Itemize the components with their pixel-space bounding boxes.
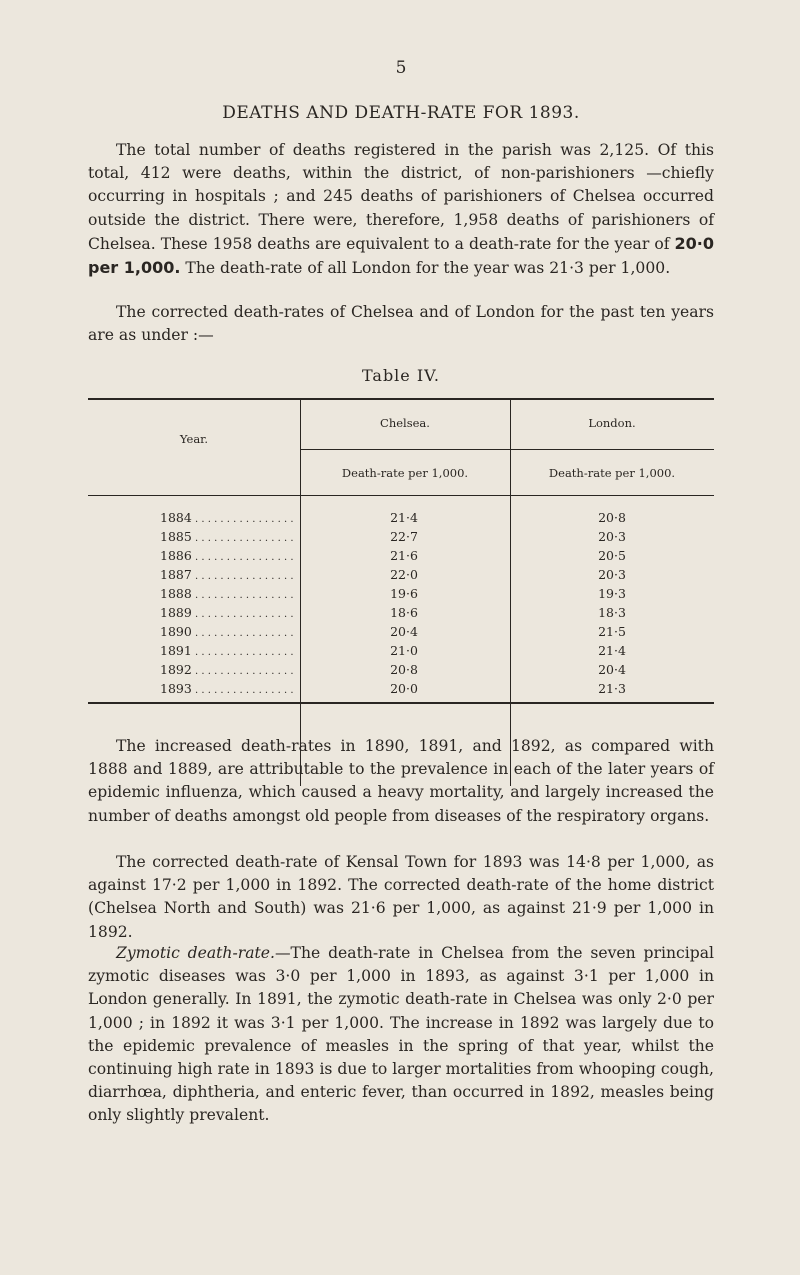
paragraph-table-intro: The corrected death-rates of Chelsea and of London for the past ten years are as under :—	[88, 303, 714, 345]
header-bottom-rule	[88, 495, 714, 496]
year-cell: 1888 . . .	[160, 586, 296, 601]
london-cell: 19·3	[598, 586, 626, 601]
london-cell: 21·5	[598, 624, 626, 639]
chelsea-cell: 21·6	[390, 548, 418, 563]
london-cell: 20·8	[598, 510, 626, 525]
chelsea-cell: 20·4	[390, 624, 418, 639]
section-heading: DEATHS AND DEATH-RATE FOR 1893.	[222, 103, 580, 123]
zymotic-lead: Zymotic death-rate.	[116, 944, 275, 962]
table-row	[88, 548, 714, 567]
london-cell: 21·4	[598, 643, 626, 658]
year-cell: 1885 . . .	[160, 529, 296, 544]
para1-text-before: The total number of deaths registered in the parish was 2,125. Of this total, 412 were deaths, within the district, of non-parishioners —chiefly occurring in hospitals ; and 245 deaths of parishioners of Chelsea occurred outside the district. There were, therefore, 1,958 deaths of parishioners of Chelsea. These 1958 deaths are equivalent to a death-rate for the year of	[88, 141, 714, 253]
table-row	[88, 605, 714, 624]
table-row	[88, 567, 714, 586]
death-rate-table	[88, 398, 714, 580]
death-rate-figure: 20·0 per 1,000.	[88, 233, 714, 278]
header-chelsea: Chelsea.	[380, 416, 430, 430]
table-bottom-rule	[88, 702, 714, 704]
london-cell: 20·3	[598, 567, 626, 582]
year-cell: 1887 . . .	[160, 567, 296, 582]
london-cell: 20·5	[598, 548, 626, 563]
table-row	[88, 662, 714, 681]
chelsea-cell: 21·0	[390, 643, 418, 658]
header-london: London.	[588, 416, 636, 430]
para1-text-after: The death-rate of all London for the year was 21·3 per 1,000.	[185, 259, 671, 278]
chelsea-cell: 20·0	[390, 681, 418, 696]
chelsea-cell: 22·0	[390, 567, 418, 582]
year-cell: 1893 . . .	[160, 681, 296, 696]
table-row	[88, 529, 714, 548]
table-title: Table IV.	[361, 366, 441, 385]
year-cell: 1890 . . .	[160, 624, 296, 639]
paragraph-kensal-town: The corrected death-rate of Kensal Town for 1893 was 14·8 per 1,000, as against 17·2 per 1,000 in 1892. The corrected death-rate of the home district (Chelsea North and South) was 21·6 per 1,000, as against 21·9 per 1,000 in 1892.	[88, 853, 714, 941]
table-row	[88, 510, 714, 529]
paragraph-influenza: The increased death-rates in 1890, 1891, and 1892, as compared with 1888 and 1889, are attributable to the prevalence in each of the later years of epidemic influenza, which caused a heavy mortality, and largely increased the number of deaths amongst old people from diseases of the respiratory organs.	[88, 737, 714, 825]
year-cell: 1891 . . .	[160, 643, 296, 658]
paragraph-zymotic	[88, 942, 714, 1128]
chelsea-cell: 18·6	[390, 605, 418, 620]
paragraph-total-deaths	[88, 139, 714, 280]
chelsea-cell: 21·4	[390, 510, 418, 525]
chelsea-cell: 20·8	[390, 662, 418, 677]
table-row	[88, 586, 714, 605]
subheader-chelsea: Death-rate per 1,000.	[341, 466, 469, 480]
chelsea-cell: 19·6	[390, 586, 418, 601]
table-row	[88, 681, 714, 700]
header-year: Year.	[179, 432, 209, 446]
zymotic-text: —The death-rate in Chelsea from the seven principal zymotic diseases was 3·0 per 1,000 in 1893, as against 3·1 per 1,000 in London generally. In 1891, the zymotic death-rate in Chelsea was only 2·0 per 1,000 ; in 1892 it was 3·1 per 1,000. The increase in 1892 was largely due to the epidemic prevalence of measles in the spring of that year, whilst the continuing high rate in 1893 is due to larger mortalities from whooping cough, diarrhœa, diphtheria, and enteric fever, than occurred in 1892, measles being only slightly prevalent.	[88, 944, 714, 1125]
year-cell: 1884 . . .	[160, 510, 296, 525]
year-cell: 1889 . . .	[160, 605, 296, 620]
london-cell: 20·4	[598, 662, 626, 677]
table-row	[88, 643, 714, 662]
london-cell: 21·3	[598, 681, 626, 696]
year-cell: 1892 . . .	[160, 662, 296, 677]
subheader-london: Death-rate per 1,000.	[548, 466, 676, 480]
table-row	[88, 624, 714, 643]
london-cell: 18·3	[598, 605, 626, 620]
page-number: 5	[395, 58, 407, 78]
year-cell: 1886 . . .	[160, 548, 296, 563]
london-cell: 20·3	[598, 529, 626, 544]
header-mid-rule	[300, 449, 714, 450]
chelsea-cell: 22·7	[390, 529, 418, 544]
table-top-rule	[88, 398, 714, 400]
